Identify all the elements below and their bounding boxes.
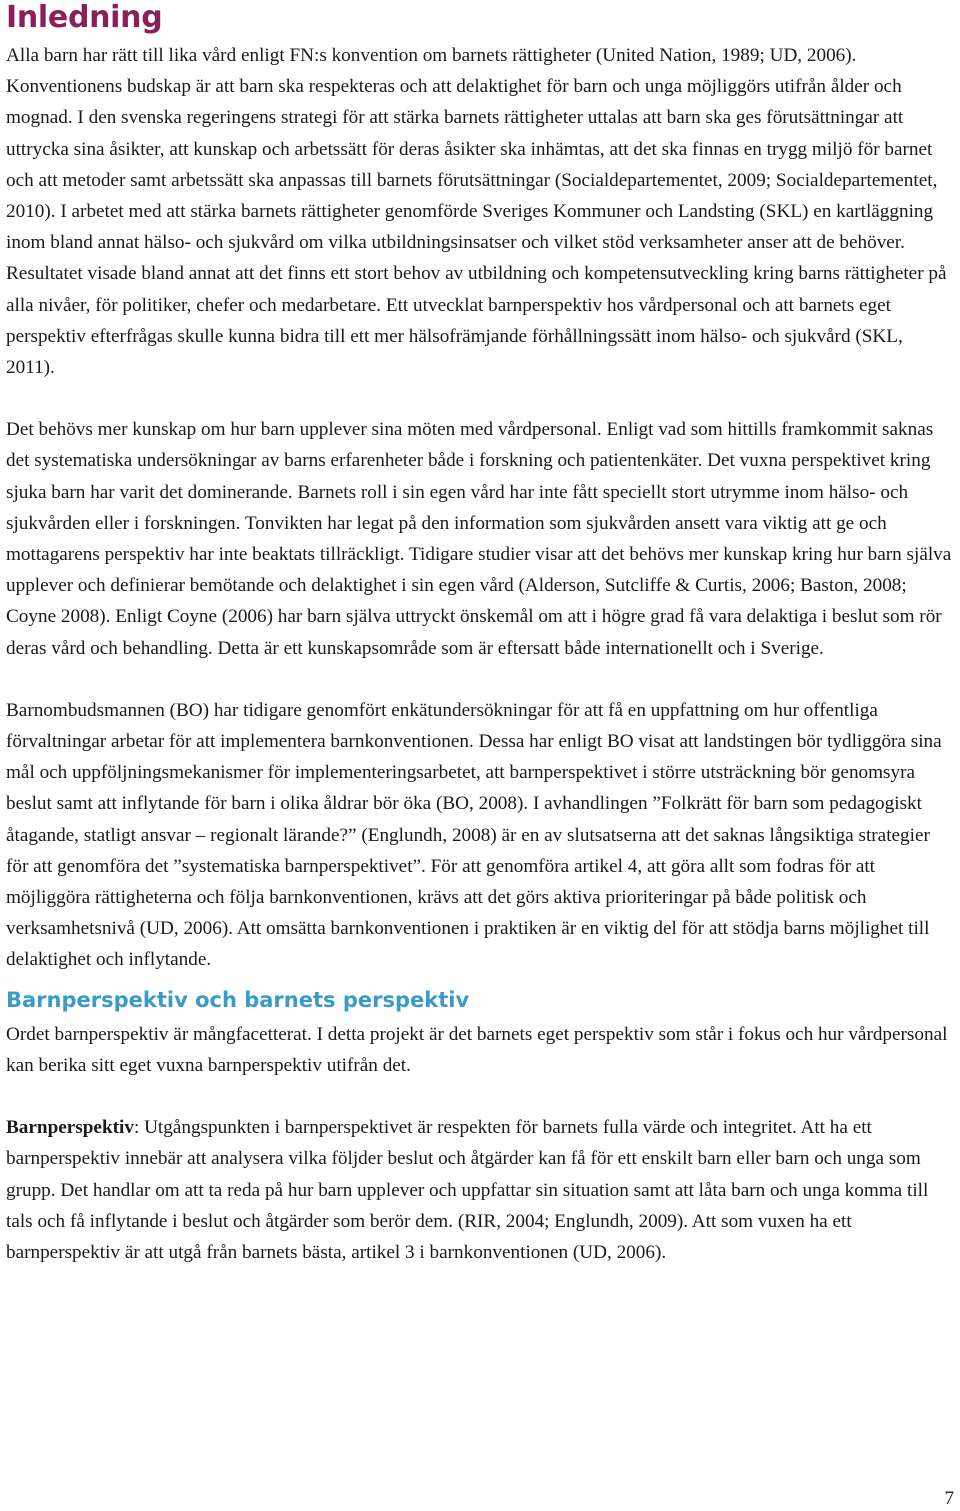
document-page (6, 0, 956, 1268)
definition-paragraph (6, 1112, 956, 1268)
section-heading: Barnperspektiv och barnets perspektiv (6, 987, 470, 1012)
section-heading-wrapper (6, 986, 956, 1014)
paragraph-gap (6, 383, 956, 414)
body-paragraph-1: Alla barn har rätt till lika vård enligt FN:s konvention om barnets rättigheter (United Nation, 1989; UD, 2006). Konventionens budskap är att barn ska respekteras och att delaktighet för barn och unga möjliggörs utifrån ålder och mognad. I den svenska regeringens strategi för att stärka barnets rättigheter uttalas att barn ska ges förutsättningar att uttrycka sina åsikter, att kunskap och arbetssätt för deras åsikter ska inhämtas, att det ska finnas en trygg miljö för barnet och att metoder samt arbetssätt ska anpassas till barnets förutsättningar (Socialdepartementet, 2009; Socialdepartementet, 2010). I arbetet med att stärka barnets rättigheter genomförde Sveriges Kommuner och Landsting (SKL) en kartläggning inom bland annat hälso- och sjukvård om vilka utbildningsinsatser och vilket stöd verksamheter anser att de behöver. Resultatet visade bland annat att det finns ett stort behov av utbildning och kompetensutveckling kring barns rättigheter på alla nivåer, för politiker, chefer och medarbetare. Ett utvecklat barnperspektiv hos vårdpersonal och att barnets eget perspektiv efterfrågas skulle kunna bidra till ett mer hälsofrämjande förhållningssätt inom hälso- och sjukvård (SKL, 2011). (6, 45, 947, 379)
definition-term: Barnperspektiv (6, 1117, 134, 1139)
body-paragraph-3: Barnombudsmannen (BO) har tidigare genomfört enkätundersökningar för att få en uppfattning om hur offentliga förvaltningar arbetar för att implementera barnkonventionen. Dessa har enligt BO visat att landstingen bör tydliggöra sina mål och uppföljningsmekanismer för implementeringsarbetet, att barnperspektivet i större utsträckning bör genomsyra beslut samt att inflytande för barn i olika åldrar bör öka (BO, 2008). I avhandlingen ”Folkrätt för barn som pedagogiskt åtagande, statligt ansvar – regionalt lärande?” (Englundh, 2008) är en av slutsatserna att det saknas långsiktiga strategier för att genomföra det ”systematiska barnperspektivet”. För att genomföra artikel 4, att göra allt som fodras för att möjliggöra rättigheterna och följa barnkonventionen, krävs att det görs aktiva prioriteringar på både politisk och verksamhetsnivå (UD, 2006). Att omsätta barnkonventionen i praktiken är en viktig del för att stödja barns möjlighet till delaktighet och inflytande. (6, 699, 942, 971)
paragraph-gap (6, 664, 956, 695)
page-title: Inledning (6, 0, 163, 35)
body-paragraph-2: Det behövs mer kunskap om hur barn upplever sina möten med vårdpersonal. Enligt vad som hittills framkommit saknas det systematiska undersökningar av barns erfarenheter både i forskning och patientenkäter. Det vuxna perspektivet kring sjuka barn har varit det dominerande. Barnets roll i sin egen vård har inte fått speciellt stort utrymme inom hälso- och sjukvården eller i forskningen. Tonvikten har legat på den information som sjukvården ansett vara viktig att ge och mottagarens perspektiv har inte beaktats tillräckligt. Tidigare studier visar att det behövs mer kunskap kring hur barn själva upplever och definierar bemötande och delaktighet i sin egen vård (Alderson, Sutcliffe & Curtis, 2006; Baston, 2008; Coyne 2008). Enligt Coyne (2006) har barn själva uttryckt önskemål om att i högre grad få vara delaktiga i beslut som rör deras vård och behandling. Detta är ett kunskapsområde som är eftersatt både internationellt och i Sverige. (6, 419, 952, 659)
definition-separator: : (133, 1117, 140, 1139)
definition-text: Utgångspunkten i barnperspektivet är respekten för barnets fulla värde och integritet. Att ha ett barnperspektiv innebär att analysera vilka följder beslut och åtgärder kan få för ett enskilt barn eller barn och unga som grupp. Det handlar om att ta reda på hur barn upplever och uppfattar sin situation samt att låta barn och unga komma till tals och få inflytande i beslut och åtgärder som berör dem. (RIR, 2004; Englundh, 2009). Att som vuxen ha ett barnperspektiv är att utgå från barnets bästa, artikel 3 i barnkonventionen (UD, 2006). (6, 1117, 929, 1263)
page-number: 7 (944, 1488, 954, 1509)
section-intro-paragraph: Ordet barnperspektiv är mångfacetterat. I detta projekt är det barnets eget perspektiv som står i fokus och hur vårdpersonal kan berika sitt eget vuxna barnperspektiv utifrån det. (6, 1023, 948, 1076)
paragraph-gap (6, 1081, 956, 1112)
